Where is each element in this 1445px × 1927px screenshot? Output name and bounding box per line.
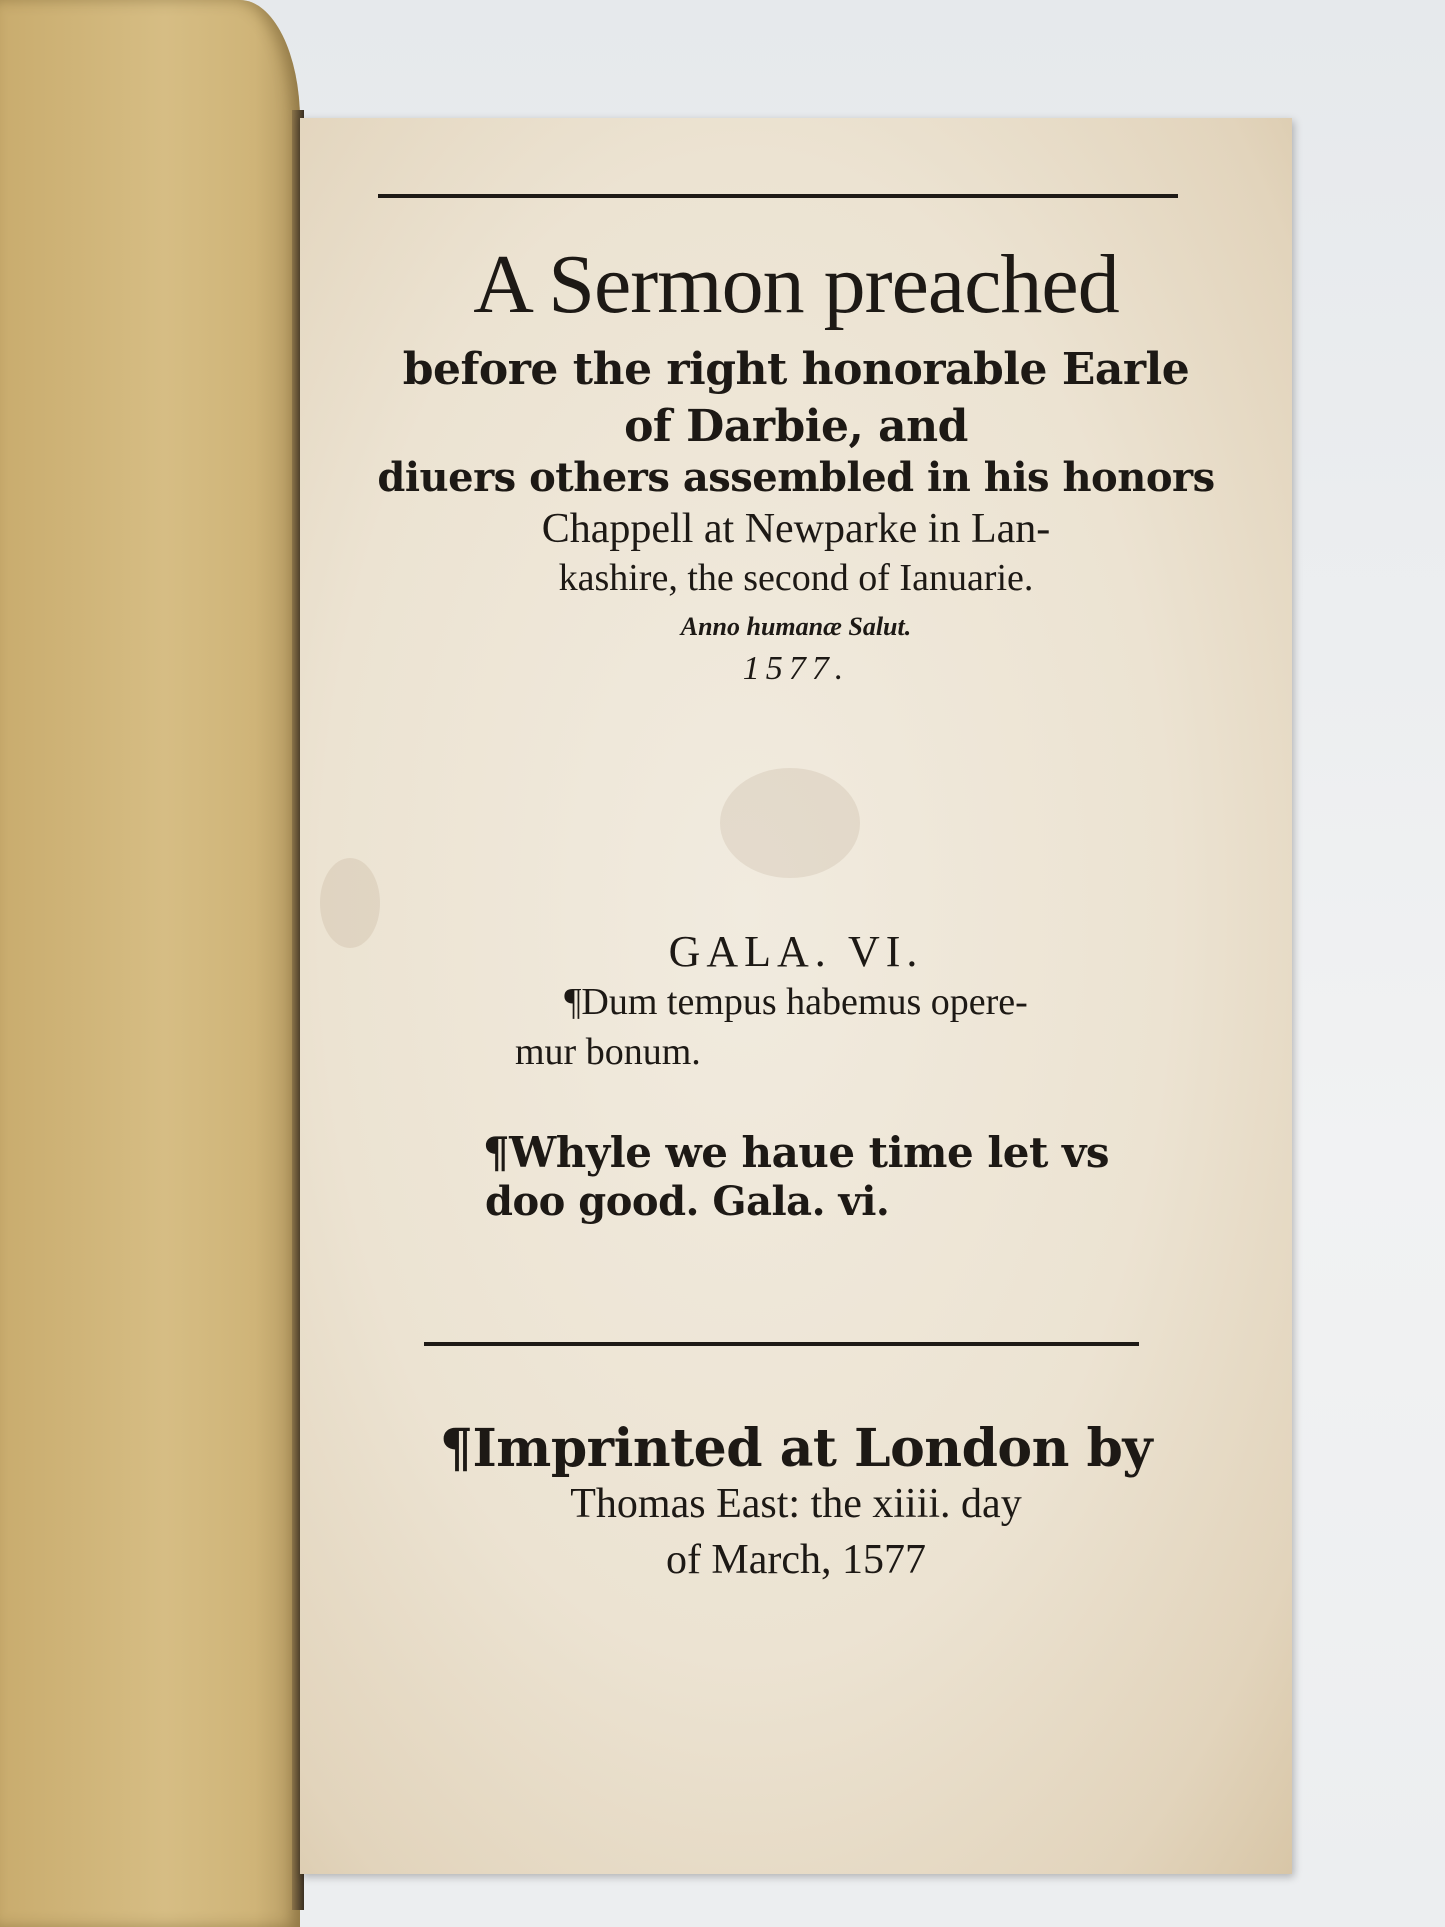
page-title: A Sermon preached <box>473 238 1119 331</box>
title-page <box>300 118 1292 1874</box>
english-verse: doo good. Gala. vi. <box>485 1178 890 1225</box>
scripture-reference: GALA. VI. <box>668 927 924 976</box>
subtitle-line: of Darbie, and <box>624 401 968 452</box>
year-line: 1577. <box>742 650 850 687</box>
anno-line: Anno humanæ Salut. <box>680 612 912 641</box>
imprint-line: Thomas East: the xiiii. day <box>570 1481 1022 1527</box>
english-verse: ¶Whyle we haue time let vs <box>482 1128 1110 1177</box>
left-endpaper <box>0 0 300 1927</box>
subtitle-line: diuers others assembled in his honors <box>377 454 1215 501</box>
subtitle-line: before the right honorable Earle <box>402 344 1190 395</box>
imprint-line: ¶Imprinted at London by <box>439 1418 1153 1479</box>
bottom-rule <box>424 1342 1139 1346</box>
latin-verse: ¶Dum tempus habemus opere- <box>564 981 1028 1023</box>
latin-verse: mur bonum. <box>515 1031 701 1073</box>
subtitle-line: kashire, the second of Ianuarie. <box>558 557 1034 599</box>
top-rule <box>378 194 1178 198</box>
foxing-stain <box>720 768 860 878</box>
subtitle-line: Chappell at Newparke in Lan- <box>541 506 1051 552</box>
imprint-line: of March, 1577 <box>665 1537 927 1583</box>
